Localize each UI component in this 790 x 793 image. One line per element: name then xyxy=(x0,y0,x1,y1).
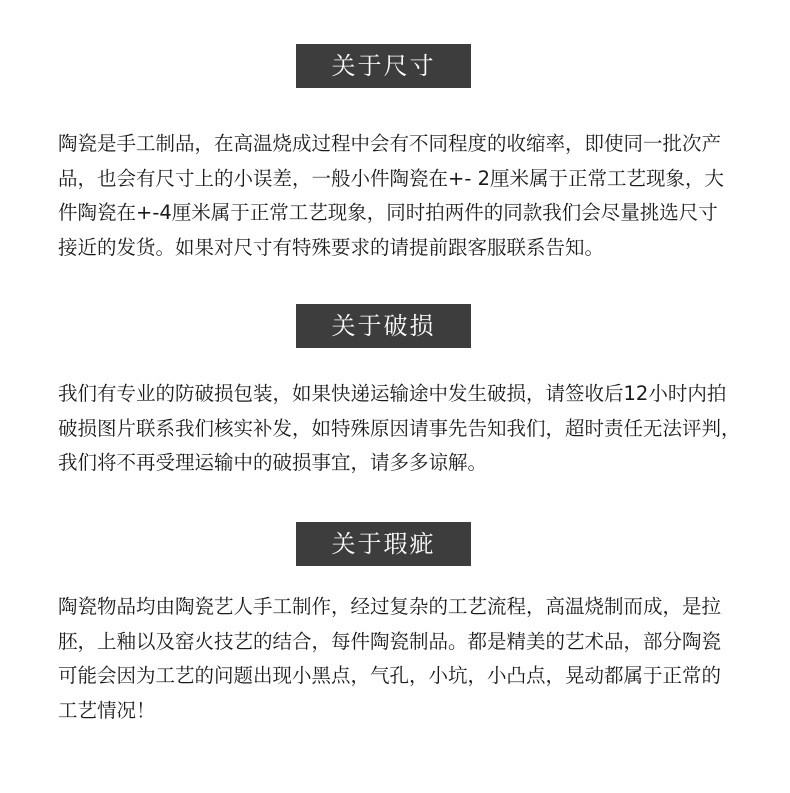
damage-line-2: 破损图片联系我们核实补发，如特殊原因请事先告知我们，超时责任无法评判， xyxy=(58,416,741,440)
damage-line-3: 我们将不再受理运输中的破损事宜，请多多谅解。 xyxy=(58,451,488,474)
size-line-1: 陶瓷是手工制品，在高温烧成过程中会有不同程度的收缩率，即使同一批次产 xyxy=(58,132,722,155)
flaw-line-1: 陶瓷物品均由陶瓷艺人手工制作，经过复杂的工艺流程，高温烧制而成，是拉 xyxy=(58,595,722,618)
flaw-line-2: 胚，上釉以及窑火技艺的结合，每件陶瓷制品。都是精美的艺术品，部分陶瓷 xyxy=(58,629,722,653)
size-section-title: 关于尺寸 xyxy=(296,44,471,88)
damage-section-body xyxy=(58,377,758,481)
flaw-line-4: 工艺情况！ xyxy=(58,698,156,722)
size-line-4: 接近的发货。如果对尺寸有特殊要求的请提前跟客服联系告知。 xyxy=(58,235,605,259)
size-section-body xyxy=(58,127,758,265)
flaw-section-title: 关于瑕疵 xyxy=(296,522,471,566)
flaw-line-3: 可能会因为工艺的问题出现小黑点，气孔，小坑，小凸点，晃动都属于正常的 xyxy=(58,664,722,687)
damage-section-title: 关于破损 xyxy=(296,304,471,348)
size-line-3: 件陶瓷在+-4厘米属于正常工艺现象，同时拍两件的同款我们会尽量挑选尺寸 xyxy=(58,201,718,224)
size-line-2: 品，也会有尺寸上的小误差，一般小件陶瓷在+- 2厘米属于正常工艺现象，大 xyxy=(58,166,724,190)
damage-line-1: 我们有专业的防破损包装，如果快递运输途中发生破损，请签收后12小时内拍 xyxy=(58,382,727,405)
flaw-section-body xyxy=(58,590,758,728)
